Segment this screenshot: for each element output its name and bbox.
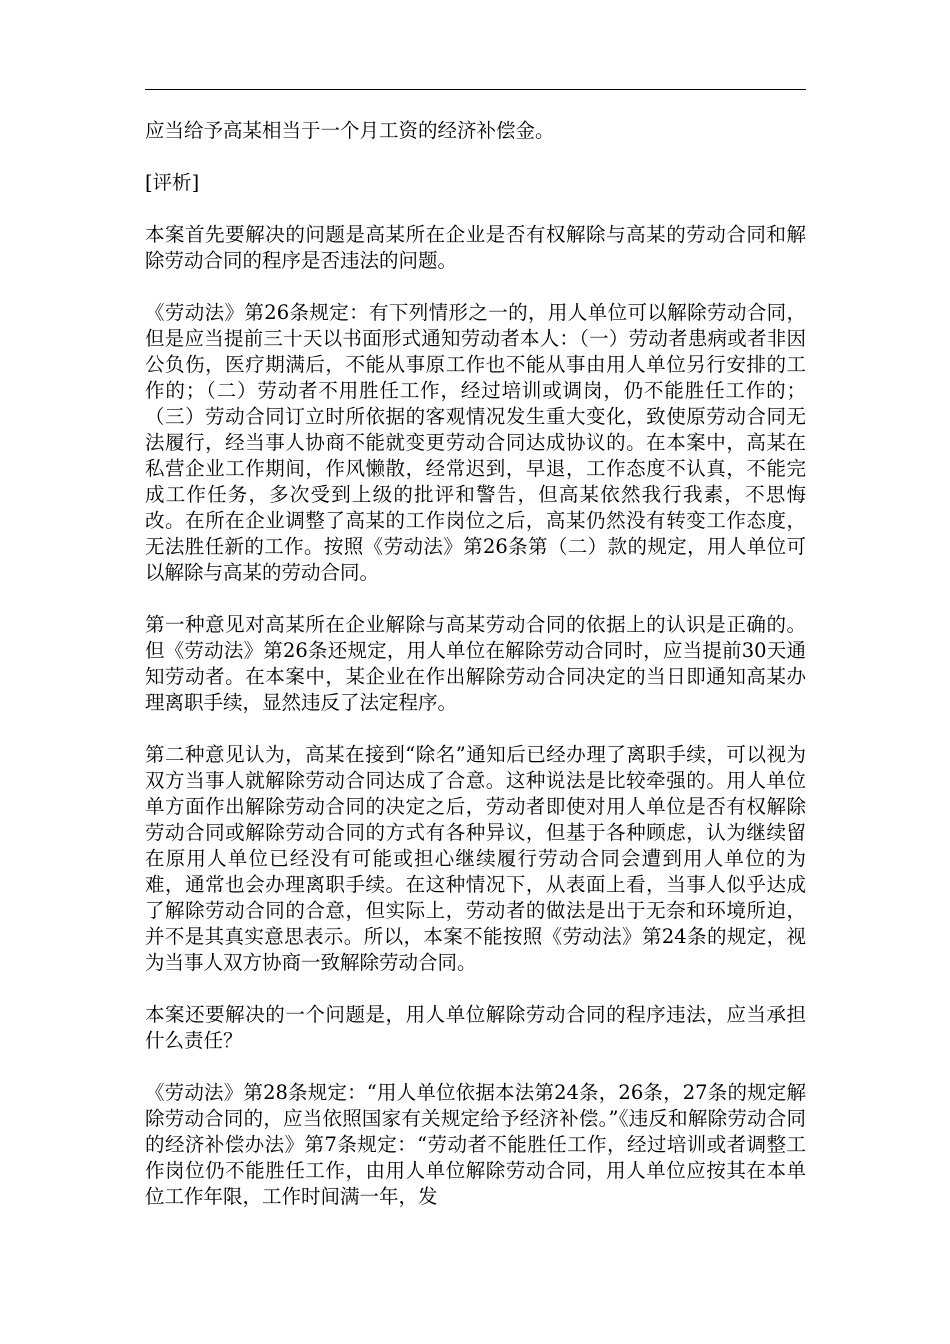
paragraph: 《劳动法》第28条规定：“用人单位依据本法第24条，26条，27条的规定解除劳动合同的，应当依照国家有关规定给予经济补偿。”《违反和解除劳动合同的经济补偿办法》第7条规定：“劳动者不能胜任工作，经过培训或者调整工作岗位仍不能胜任工作，由用人单位解除劳动合同，用人单位应按其在本单位工作年限，工作时间满一年，发: [145, 1081, 806, 1208]
paragraph: 应当给予高某相当于一个月工资的经济补偿金。: [145, 119, 555, 142]
document-body: [145, 118, 806, 1210]
paragraph: 本案首先要解决的问题是高某所在企业是否有权解除与高某的劳动合同和解除劳动合同的程序是否违法的问题。: [145, 223, 806, 272]
paragraph: 第二种意见认为，高某在接到“除名”通知后已经办理了离职手续，可以视为双方当事人就解除劳动合同达成了合意。这种说法是比较牵强的。用人单位单方面作出解除劳动合同的决定之后，劳动者即使对用人单位是否有权解除劳动合同或解除劳动合同的方式有各种异议，但基于各种顾虑，认为继续留在原用人单位已经没有可能或担心继续履行劳动合同会遭到用人单位的为难，通常也会办理离职手续。在这种情况下，从表面上看，当事人似乎达成了解除劳动合同的合意，但实际上，劳动者的做法是出于无奈和环境所迫，并不是其真实意思表示。所以，本案不能按照《劳动法》第24条的规定，视为当事人双方协商一致解除劳动合同。: [145, 743, 806, 974]
paragraph: 第一种意见对高某所在企业解除与高某劳动合同的依据上的认识是正确的。但《劳动法》第26条还规定，用人单位在解除劳动合同时，应当提前30天通知劳动者。在本案中，某企业在作出解除劳动合同决定的当日即通知高某办理离职手续，显然违反了法定程序。: [145, 613, 806, 714]
header-rule: [145, 89, 806, 90]
paragraph: 《劳动法》第26条规定：有下列情形之一的，用人单位可以解除劳动合同，但是应当提前三十天以书面形式通知劳动者本人：（一）劳动者患病或者非因公负伤，医疗期满后，不能从事原工作也不能从事由用人单位另行安排的工作的；（二）劳动者不用胜任工作，经过培训或调岗，仍不能胜任工作的；（三）劳动合同订立时所依据的客观情况发生重大变化，致使原劳动合同无法履行，经当事人协商不能就变更劳动合同达成协议的。在本案中，高某在私营企业工作期间，作风懒散，经常迟到，早退，工作态度不认真，不能完成工作任务，多次受到上级的批评和警告，但高某依然我行我素，不思悔改。在所在企业调整了高某的工作岗位之后，高某仍然没有转变工作态度，无法胜任新的工作。按照《劳动法》第26条第（二）款的规定，用人单位可以解除与高某的劳动合同。: [145, 301, 806, 584]
paragraph: 本案还要解决的一个问题是，用人单位解除劳动合同的程序违法，应当承担什么责任？: [145, 1003, 806, 1052]
paragraph: [评析]: [145, 171, 200, 194]
